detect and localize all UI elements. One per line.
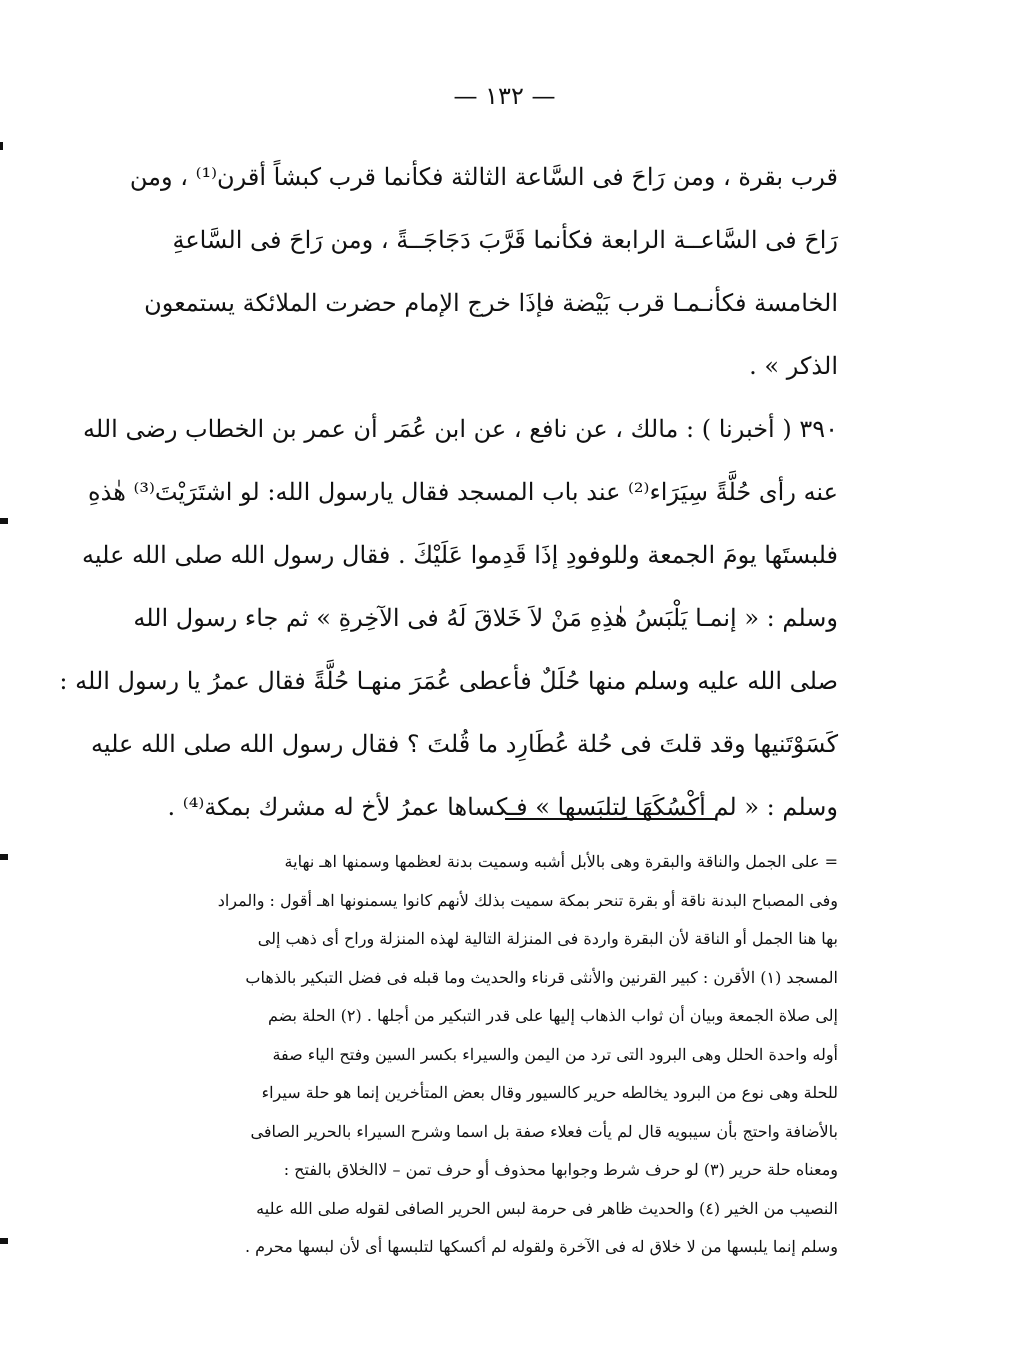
footnote-line: للحلة وهى نوع من البرود يخالطه حرير كالسيور وقال بعض المتأخرين إنما هو حلة سيراء <box>261 1083 838 1102</box>
footnote-line: المسجد (١) الأقرن : كبير القرنين والأنثى قرناء والحديث وما قبله فى فضل التبكير بالذهاب <box>245 967 838 987</box>
text-line: فلبستَها يومَ الجمعة وللوفودِ إذَا قَدِموا عَلَيْكَ . فقال رسول الله صلى الله عليه <box>82 541 838 569</box>
footnote-line: وفى المصباح البدنة ناقة أو بقرة تنحر بمكة سميت بذلك لأنهم كانوا يسمنونها اهـ أقول : والمراد <box>217 890 838 910</box>
footnote-line: أوله واحدة الحلل وهى البرود التى ترد من اليمن والسيراء بكسر السين وفتح الياء صفة <box>272 1044 838 1064</box>
footnote-divider <box>505 818 717 820</box>
text-line: عنه رأى حُلَّةً سِيَرَاء⁽²⁾ عند باب المسجد فقال يارسول الله: لو اشتَرَيْتَ⁽³⁾ هٰذهِ <box>88 478 838 506</box>
text-line: وسلم : « إنمـا يَلْبَسُ هٰذِهِ مَنْ لاَ خَلاقَ لَهُ فى الآخِرةِ » ثم جاء رسول الله <box>133 604 838 632</box>
margin-mark <box>0 1238 8 1244</box>
margin-mark <box>0 854 8 860</box>
footnote-line: بالأضافة واحتج بأن سيبويه قال لم يأت فعلاء صفة بل اسما وشرح السيراء بالحرير الصافى <box>250 1121 838 1141</box>
footnote-line: ومعناه حلة حرير (٣) لو حرف شرط وجوابها محذوف أو حرف تمن – لاالخلاق بالفتح : <box>283 1160 838 1179</box>
footnote-line: وسلم إنما يلبسها من لا خلاق له فى الآخرة ولقوله لم أكسكها لتلبسها أى لأن لبسها محرم . <box>245 1237 838 1256</box>
margin-mark <box>0 142 3 150</box>
margin-mark <box>0 518 8 524</box>
footnote-line: النصيب من الخير (٤) والحديث ظاهر فى حرمة لبس الحرير الصافى لقوله صلى الله عليه <box>256 1198 838 1218</box>
text-line: كَسَوْتَنيها وقد قلتَ فى حُلة عُطَارِد ما قُلتَ ؟ فقال رسول الله صلى الله عليه <box>90 730 838 758</box>
text-line: الذكر » . <box>749 352 838 380</box>
main-text-block <box>59 146 838 839</box>
footnotes-block <box>112 843 838 1267</box>
footnote-line: بها هنا الجمل أو الناقة لأن البقرة واردة فى المنزلة التالية لهذه المنزلة وراح أى ذهب إلى <box>257 929 838 948</box>
footnote-line: = على الجمل والناقة والبقرة وهى بالأبل أشبه وسميت بدنة لعظمها وسمنها اهـ نهاية <box>284 852 838 871</box>
text-line: صلى الله عليه وسلم منها حُلَلٌ فأعطى عُمَرَ منهـا حُلَّةً فقال عمرُ يا رسول الله : <box>59 667 838 695</box>
footnote-line: إلى صلاة الجمعة وبيان أن ثواب الذهاب إليها على قدر التبكير من أجلها . (٢) الحلة بضم <box>267 1006 838 1025</box>
text-line: الخامسة فكأنـمـا قرب بَيْضة فإذَا خرج الإمام حضرت الملائكة يستمعون <box>144 289 838 317</box>
text-line: وسلم : « لم أكْسُكَهَا لِتلبَسها » فـكساها عمرُ لأخ له مشرك بمكة⁽⁴⁾ . <box>167 793 838 821</box>
text-line: رَاحَ فى السَّاعــة الرابعة فكأنما قَرَّبَ دَجَاجَــةً ، ومن رَاحَ فى السَّاعةِ <box>172 226 838 254</box>
page-number: — ١٣٢ — <box>453 82 556 110</box>
hadith-390-line: ٣٩٠ ( أخبرنا ) : مالك ، عن نافع ، عن ابن عُمَر أن عمر بن الخطاب رضى الله <box>83 415 838 443</box>
text-line: قرب بقرة ، ومن رَاحَ فى السَّاعة الثالثة فكأنما قرب كبشاً أقرن⁽¹⁾ ، ومن <box>129 163 838 191</box>
